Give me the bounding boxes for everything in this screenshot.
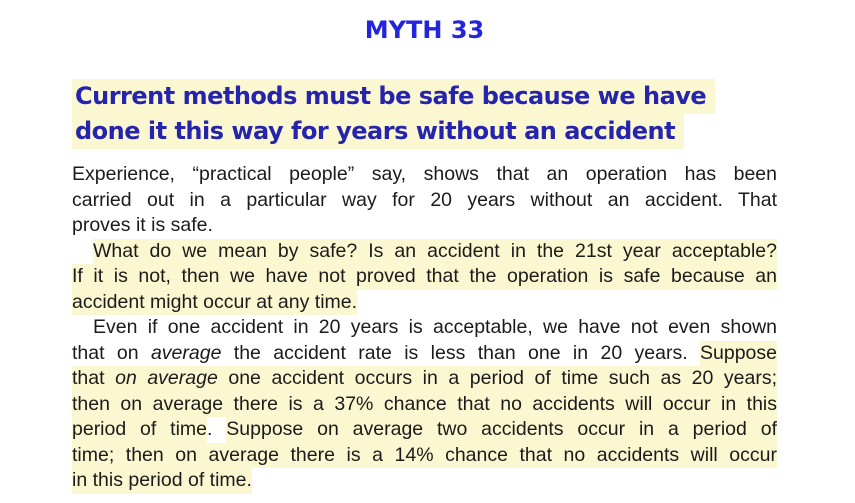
plain-text: Even if one accident in 20 years is acceptable, we have not even shown [93,316,777,338]
highlighted-text: Suppose [700,341,777,367]
plain-text: average [150,341,222,364]
plain-text: . [207,418,227,440]
highlighted-text: then on average there is a 37% chance that no accidents will occur in this [72,392,777,418]
highlighted-text: Suppose on average two accidents occur in a period of [226,417,777,443]
plain-text: Experience, “practical people” say, shows that an operation has been [72,163,777,185]
plain-text: carried out in a particular way for 20 years without an accident. That [72,188,777,211]
page-title: MYTH 33 [364,16,485,44]
highlighted-text: accident might occur at any time. [72,290,357,316]
plain-text: proves it is safe. [72,214,213,236]
heading-highlighted-text: done it this way for years without an accident [72,114,684,149]
text-line [72,315,777,341]
text-line [72,264,777,290]
highlighted-text: period of time [72,417,207,443]
text-line [72,366,777,392]
highlighted-text: time; then on average there is a 14% chance that no accidents will occur [72,443,777,469]
text-line [72,392,777,418]
highlighted-text: What do we mean by safe? Is an accident in the 21st year acceptable? [93,239,777,265]
heading-highlighted-text: Current methods must be safe because we have [72,79,715,114]
plain-text: the accident rate is less than one in 20 years. [221,341,701,364]
text-line [72,213,777,239]
highlighted-text: on average [115,366,218,392]
body-text [72,162,777,494]
text-line [72,443,777,469]
text-line [72,468,777,494]
highlighted-text: that [72,366,115,392]
highlighted-text: If it is not, then we have not proved that the operation is safe because an [72,264,777,290]
plain-text: that on [72,341,151,364]
myth-heading [72,79,777,149]
text-line [72,417,777,443]
heading-line [72,79,777,114]
highlighted-text: in this period of time. [72,468,252,494]
text-line [72,290,777,316]
text-line [72,162,777,188]
text-line [72,239,777,265]
text-line [72,188,777,214]
heading-line [72,114,777,149]
text-line [72,341,777,367]
highlighted-text: one accident occurs in a period of time such as 20 years; [218,366,777,392]
